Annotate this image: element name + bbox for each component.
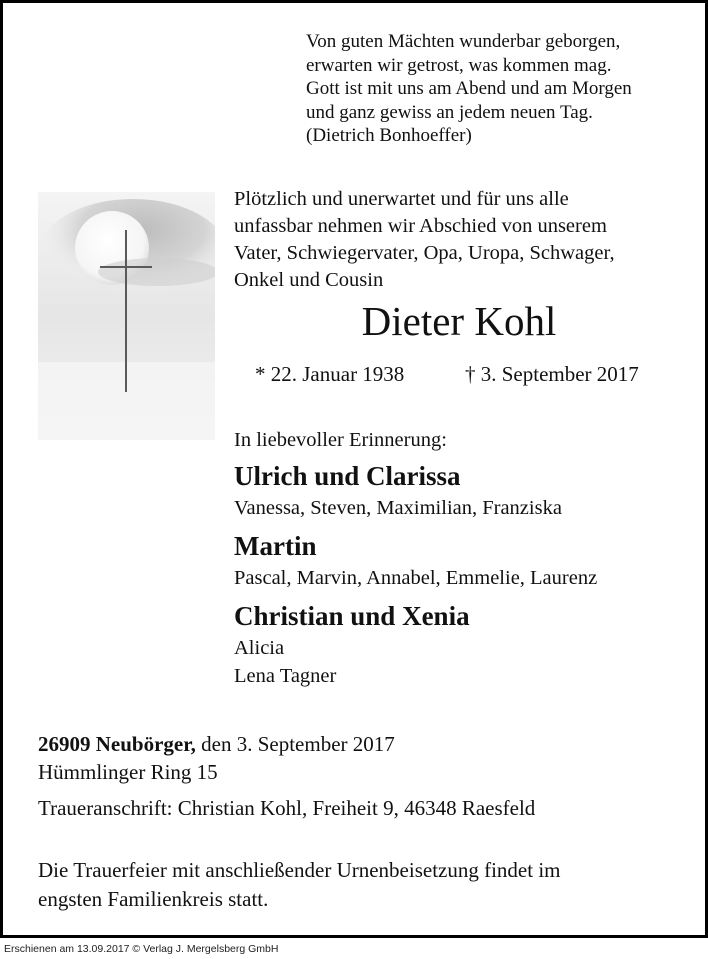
intro-line: Vater, Schwiegervater, Opa, Uropa, Schwager, [234,242,615,264]
ceremony-line: Die Trauerfeier mit anschließender Urnenbeisetzung findet im [38,858,561,882]
publication-footer: Erschienen am 13.09.2017 © Verlag J. Mergelsberg GmbH [4,943,279,955]
date: den 3. September 2017 [195,732,395,756]
family-members: Alicia [234,637,285,659]
place-date-line [38,730,678,758]
poem-line: und ganz gewiss an jedem neuen Tag. [306,101,593,123]
intro-line: Onkel und Cousin [234,269,384,291]
deceased-name: Dieter Kohl [361,298,557,344]
poem-line: erwarten wir getrost, was kommen mag. [306,54,612,76]
family-group [234,598,694,690]
poem-author: (Dietrich Bonhoeffer) [306,125,472,146]
intro-text [234,186,694,294]
birth-date: * 22. Januar 1938 [255,362,405,386]
poem-line: Gott ist mit uns am Abend und am Morgen [306,78,632,99]
family-heading: In liebevoller Erinnerung: [234,429,447,451]
family-members: Lena Tagner [234,665,337,687]
family-group [234,528,694,592]
family-group-name: Christian und Xenia [234,601,470,631]
intro-line: unfassbar nehmen wir Abschied von unserem [234,215,607,237]
intro-line: Plötzlich und unerwartet und für uns alle [234,188,569,210]
family-list [234,426,694,690]
address-block [38,730,678,822]
street: Hümmlinger Ring 15 [38,760,218,784]
death-date: † 3. September 2017 [465,362,639,386]
poem [306,30,698,148]
family-members: Pascal, Marvin, Annabel, Emmelie, Laurenz [234,567,598,589]
ceremony-line: engsten Familienkreis statt. [38,887,269,911]
family-members: Vanessa, Steven, Maximilian, Franziska [234,497,562,519]
family-group-name: Martin [234,531,317,561]
family-group [234,458,694,522]
place: 26909 Neubörger, [38,732,196,756]
poem-line: Von guten Mächten wunderbar geborgen, [306,31,621,52]
mourning-address: Traueranschrift: Christian Kohl, Freiheit 9, 46348 Raesfeld [38,796,536,820]
family-group-name: Ulrich und Clarissa [234,461,461,491]
cross-over-moon-image [38,192,215,440]
ceremony-note [38,856,678,914]
